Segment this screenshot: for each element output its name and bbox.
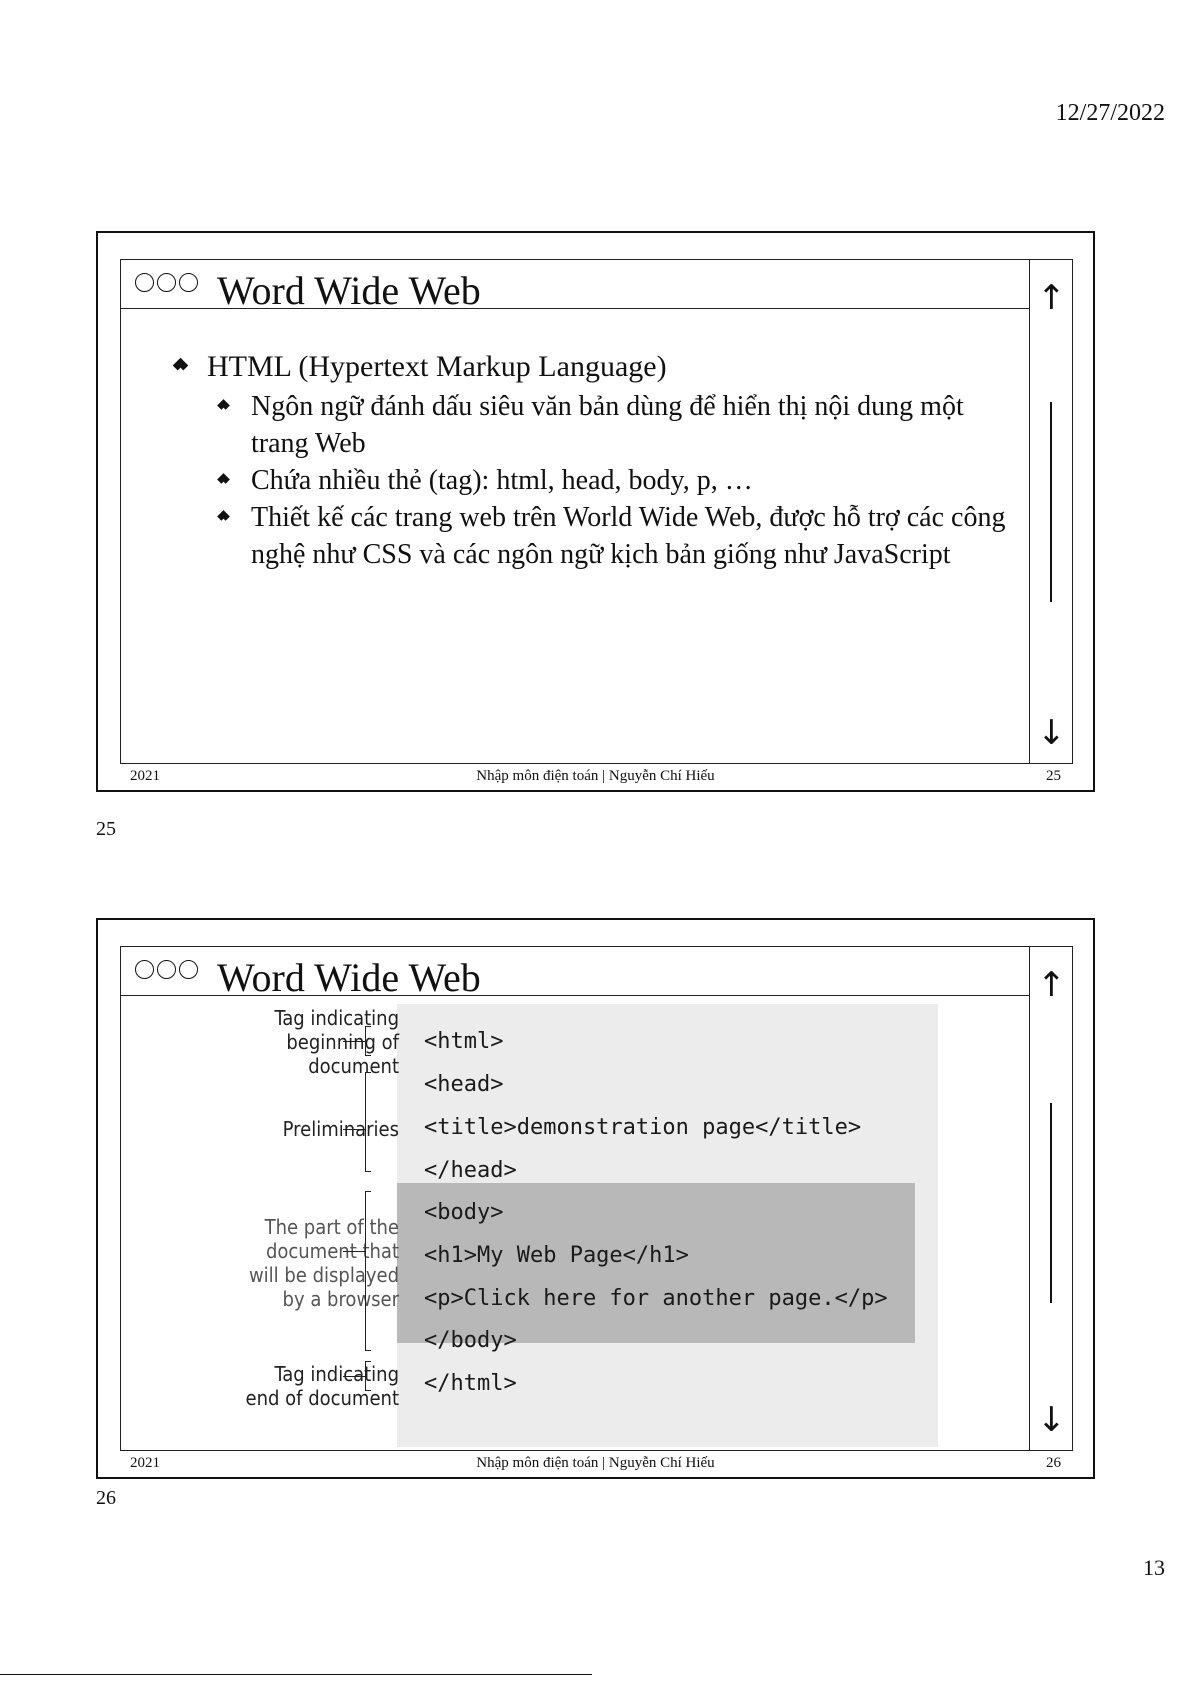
label-begin-tag: Tag indicating beginning of document [274,1006,399,1078]
bracket-tick [343,1251,365,1252]
label-displayed-part: The part of the document that will be displayed by a browser [248,1215,399,1311]
diamond-bullet-icon [217,399,230,412]
diamond-bullet-icon [217,473,230,486]
bracket-tick [343,1041,365,1042]
footer-slide-number: 25 [1046,768,1061,784]
html-structure-diagram [121,996,1029,1450]
title-bar [121,947,1029,1000]
code-line: </html> [424,1371,517,1396]
bracket [365,1026,371,1056]
sub-bullet-item: Chứa nhiều thẻ (tag): html, head, body, p, … [169,462,1009,499]
label-preliminaries: Preliminaries [282,1117,399,1141]
scroll-thumb[interactable] [1050,1103,1052,1303]
code-line: <p>Click here for another page.</p> [424,1286,888,1311]
bracket-tick [343,1129,365,1130]
slide-footer [98,766,1093,788]
slide-number-label: 25 [96,818,116,840]
footer-course: Nhập môn điện toán | Nguyễn Chí Hiếu [476,768,715,784]
code-line: </body> [424,1328,517,1353]
slide-number-label: 26 [96,1487,116,1509]
circles-icon [135,960,198,979]
scroll-divider [1029,260,1030,763]
sub-bullet-item: Thiết kế các trang web trên World Wide Web, được hỗ trợ các công nghệ như CSS và các ngôn ngữ kịch bản giống như JavaScript [169,499,1009,573]
slide-inner [120,946,1073,1451]
bracket [365,1191,371,1351]
bracket-tick [343,1376,365,1377]
title-bar [121,260,1029,313]
sub-bullet-item: Ngôn ngữ đánh dấu siêu văn bản dùng để hiển thị nội dung một trang Web [169,388,1009,462]
slide-title: Word Wide Web [217,268,481,313]
diamond-bullet-icon [217,510,230,523]
circles-icon [135,273,198,292]
arrow-down-icon[interactable]: ↓ [1037,713,1066,753]
label-end-tag: Tag indicating end of document [245,1362,399,1410]
bracket [365,1072,371,1172]
slide-footer [98,1453,1093,1475]
code-line: <head> [424,1072,504,1097]
code-line: </head> [424,1158,517,1183]
slide-title: Word Wide Web [217,955,481,1000]
page-number: 13 [1143,1555,1165,1580]
footer-year: 2021 [130,1455,160,1471]
arrow-up-icon[interactable]: ↑ [1037,965,1066,1005]
bracket [365,1361,371,1391]
scroll-divider [1029,947,1030,1450]
arrow-down-icon[interactable]: ↓ [1037,1400,1066,1440]
arrow-up-icon[interactable]: ↑ [1037,278,1066,318]
code-line: <html> [424,1029,504,1054]
footer-course: Nhập môn điện toán | Nguyễn Chí Hiếu [476,1455,715,1471]
slide-inner [120,259,1073,764]
footer-year: 2021 [130,768,160,784]
page-date: 12/27/2022 [1055,100,1165,126]
slide-25 [96,231,1095,792]
slide-content [169,348,1009,573]
bullet-item: HTML (Hypertext Markup Language) [169,348,1009,386]
footer-slide-number: 26 [1046,1455,1061,1471]
code-line: <h1>My Web Page</h1> [424,1243,689,1268]
code-line: <body> [424,1200,504,1225]
slide-26 [96,918,1095,1479]
code-line: <title>demonstration page</title> [424,1115,862,1140]
scroll-thumb[interactable] [1050,402,1052,602]
footnote-rule [0,1674,592,1675]
diamond-bullet-icon [173,358,189,374]
